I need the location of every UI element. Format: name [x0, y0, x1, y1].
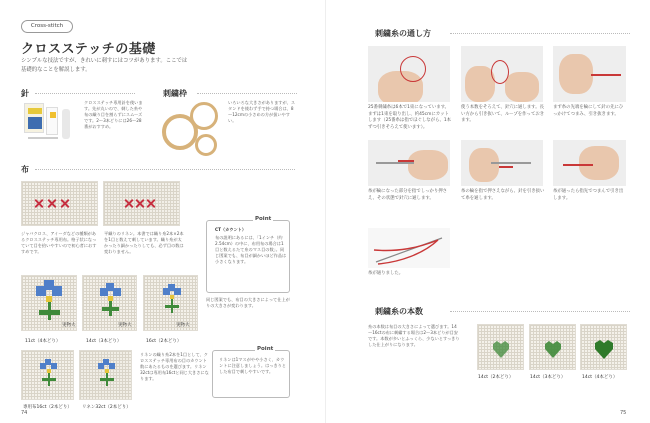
needle-package: [24, 103, 44, 133]
step-photo-4: [368, 140, 450, 186]
strand-label-3: 14ct（3本どり）: [530, 375, 566, 380]
point-label: Point: [257, 346, 274, 352]
needle: [28, 137, 58, 139]
needle-heading: 針: [21, 89, 29, 98]
count-label-linen32: リネン32ct（2本どり）: [82, 405, 131, 410]
step-text-5: 糸の輪を指で押さえながら、針を引き抜いて糸を通します。: [461, 189, 545, 201]
section-tag: Cross-stitch: [21, 20, 73, 33]
step-photo-1: [368, 46, 450, 102]
step-text-7: 糸が通りました。: [368, 271, 404, 276]
step-photo-7: [368, 228, 450, 268]
point-text: 布の説明にあるには、「1インチ（約2.54cm）の中に、布用布の場合は1目と数えるたて糸のマス目の数」。同じ図案でも、布目が細かいほど作品は小さくなります。: [215, 235, 287, 264]
divider: [450, 311, 630, 312]
hoop-text: いろいろな大きさがありますが、スタンドを使わず手で持つ場合は、8～12cmの小さめの方が扱いやすい。: [228, 100, 296, 123]
needle-card: [46, 107, 58, 135]
strand-sample-2: [477, 324, 524, 370]
step-text-6: 糸が通ったら指先でつまんで引き出します。: [553, 189, 624, 201]
count-label-14ct: 14ct（3本どり）: [86, 339, 122, 344]
heart-motif: [581, 325, 628, 371]
count-samples-row: [21, 275, 198, 335]
cross-stitch: [60, 199, 70, 208]
divider: [35, 93, 135, 94]
count-label-aida16: 専用布16ct（2本どり）: [23, 405, 72, 410]
flower-motif: [22, 351, 75, 401]
linen-compare-text: リネンの織り糸2本を1目として、クロスステッチ専用布の目のカウント数にあたるものを選びます。リネン32ctは専用布16ctと同じ大きさになります。: [140, 352, 209, 381]
cross-stitch: [34, 199, 44, 208]
cross-stitch: [124, 199, 134, 208]
actual-size-label: 実物大: [118, 323, 132, 328]
fabric-heading: 布: [21, 165, 29, 174]
point-text: リネンは1マスがやや小さく、カウントに注意しましょう。はっきりとした布目で刺しやすいです。: [219, 357, 287, 374]
step-text-2: 使う本数をそろえて、針穴に通します。長い方から引き抜いて、ループを作っておきます。: [461, 105, 545, 123]
step-text-1: 25番刺繍糸は6本で1束になっています。まずは1束を取り出し、約45cmにカットします（25番糸は指でほぐしながら、1本ずつ引きそろえて使います）。: [368, 105, 452, 130]
strands-text: 糸の本数は布目の大きさによって選びます。14～16ctの布に刺繍する場合は2～3本どりが目安です。本数が多いとふっくら、少ないとすっきりした仕上がりになります。: [368, 324, 460, 347]
cross-stitch: [135, 199, 145, 208]
point-label: Point: [255, 216, 272, 222]
strand-sample-4: [580, 324, 627, 370]
count-label-11ct: 11ct（4本どり）: [25, 339, 61, 344]
flower-motif: [144, 276, 199, 332]
aida-fabric-sample: [21, 181, 98, 226]
divider: [35, 169, 295, 170]
strands-heading: 刺繍糸の本数: [375, 307, 423, 316]
step-text-3: まず糸の先端を輪にして針の先にひっかけてつまみ、引き抜きます。: [553, 105, 624, 117]
hoop-heading: 刺繍枠: [163, 89, 187, 98]
point-subtitle: CT（カウント）: [215, 227, 247, 232]
thread-heading: 刺繍糸の通し方: [375, 29, 431, 38]
needle-image: [24, 103, 72, 145]
step-photo-2: [461, 46, 543, 102]
point-box-ct: [206, 216, 290, 293]
cross-stitch: [47, 199, 57, 208]
cross-stitch: [146, 199, 156, 208]
spread-divider: [325, 0, 326, 423]
hoop-image: [162, 100, 220, 162]
flower-motif: [80, 351, 133, 401]
divider: [197, 93, 297, 94]
linen-fabric-sample: [103, 181, 180, 226]
heart-motif: [530, 325, 577, 371]
sample-aida-16ct: [21, 350, 74, 400]
lead-text: シンプルな技法ですが、きれいに刺すにはコツがあります。ここでは基礎的なことを解説します。: [21, 58, 188, 73]
hoop-small: [195, 134, 217, 156]
step-photo-3: [553, 46, 626, 102]
actual-size-label: 実物大: [176, 323, 190, 328]
divider: [450, 33, 630, 34]
hoop-medium: [190, 102, 218, 130]
needle-case: [62, 109, 70, 139]
threaded-needle: [368, 228, 450, 268]
strand-label-4: 14ct（4本どり）: [582, 375, 618, 380]
heart-motif: [478, 325, 525, 371]
actual-size-label: 実物大: [62, 323, 76, 328]
aida-text: ジャバクロス、アイーダなどの種類があるクロスステッチ専用布。格子状になっていて目を拾いやすいので初心者におすすめです。: [21, 231, 97, 254]
step-photo-6: [553, 140, 626, 186]
page-title: クロスステッチの基礎: [21, 42, 156, 57]
page-number: 75: [620, 410, 627, 416]
count-compare-text: 同じ図案でも、布目の大きさによって仕上がりの大きさが変わります。: [206, 297, 290, 308]
point-box-linen: [212, 346, 290, 398]
count-label-16ct: 16ct（2本どり）: [146, 339, 182, 344]
strand-label-2: 14ct（2本どり）: [478, 375, 514, 380]
sample-linen-32ct: [79, 350, 132, 400]
page-number: 74: [21, 410, 28, 416]
strand-sample-3: [529, 324, 576, 370]
needle-text: クロスステッチ専用針を使います。先が丸いので、刺した糸や布の織り目を割らずにスムーズです。2～3本どりには26～28番がおすすめ。: [84, 100, 143, 129]
step-text-4: 糸が輪になった部分を指でしっかり押さえ、その状態で針穴に通します。: [368, 189, 448, 201]
linen-text: 平織りのリネン。本書では織り糸2本×2本を1目と数えて刺しています。織り糸が太かったり細かったりしても、必ず目の数は変わりません。: [104, 231, 184, 254]
step-photo-5: [461, 140, 543, 186]
